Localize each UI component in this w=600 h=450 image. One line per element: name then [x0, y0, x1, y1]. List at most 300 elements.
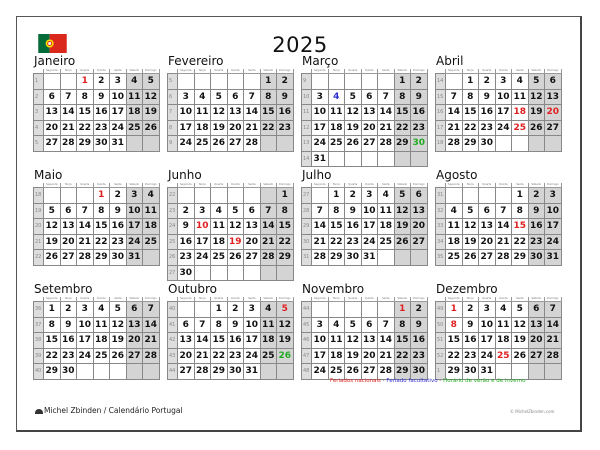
- empty-cell: [260, 364, 277, 380]
- week-row: [168, 250, 294, 266]
- empty-cell: [394, 151, 411, 167]
- day-cell: 16: [60, 333, 77, 349]
- day-cell: 15: [394, 333, 411, 349]
- day-cell: 16: [178, 234, 195, 250]
- week-row: [436, 234, 562, 250]
- day-cell: 18: [194, 120, 211, 136]
- week-row: [168, 89, 294, 105]
- day-cell: 24: [312, 364, 329, 380]
- week-number: 14: [302, 151, 312, 167]
- day-cell: 31: [312, 151, 329, 167]
- empty-cell: [260, 265, 277, 281]
- day-cell: 23: [178, 250, 195, 266]
- week-row: [302, 348, 428, 364]
- month-name: Novembro: [302, 282, 365, 296]
- day-cell: 10: [361, 203, 378, 219]
- empty-cell: [462, 188, 479, 204]
- empty-cell: [361, 302, 378, 318]
- month-table: [435, 183, 562, 266]
- day-cell: 30: [60, 364, 77, 380]
- empty-cell: [244, 188, 261, 204]
- weekday-header: Quinta: [361, 183, 378, 188]
- day-cell: 20: [479, 234, 496, 250]
- week-row: [168, 136, 294, 152]
- weekday-header: Segunda: [178, 297, 195, 302]
- day-cell: 25: [495, 348, 512, 364]
- legend-national-holidays: Feriados nacionais: [330, 378, 381, 384]
- week-row: [34, 234, 160, 250]
- day-cell: 14: [143, 317, 160, 333]
- day-cell: 26: [394, 234, 411, 250]
- month-name: Maio: [34, 168, 63, 182]
- day-cell: 9: [411, 89, 428, 105]
- day-cell: 31: [545, 250, 562, 266]
- month-julho: [301, 169, 429, 266]
- empty-cell: [312, 188, 329, 204]
- month-table: [167, 183, 294, 281]
- day-cell: 14: [260, 219, 277, 235]
- week-row: [302, 151, 428, 167]
- day-cell: 19: [143, 105, 160, 121]
- weekday-header: Terça: [60, 183, 77, 188]
- week-number: 45: [302, 317, 312, 333]
- empty-cell: [178, 74, 195, 90]
- day-cell: 8: [462, 89, 479, 105]
- weekday-header: Terça: [328, 297, 345, 302]
- day-cell: 29: [394, 136, 411, 152]
- day-cell: 21: [495, 234, 512, 250]
- page-title: 2025: [272, 33, 328, 57]
- day-cell: 17: [479, 333, 496, 349]
- day-cell: 25: [194, 136, 211, 152]
- weekday-header: Quarta: [345, 69, 362, 74]
- weekday-header: Domingo: [545, 297, 562, 302]
- empty-cell: [244, 74, 261, 90]
- weekday-header: Sábado: [260, 69, 277, 74]
- day-cell: 9: [93, 89, 110, 105]
- day-cell: 10: [244, 317, 261, 333]
- day-cell: 3: [361, 188, 378, 204]
- week-number: 29: [302, 219, 312, 235]
- day-cell: 5: [143, 74, 160, 90]
- empty-cell: [378, 302, 395, 318]
- weekday-header: Terça: [60, 69, 77, 74]
- week-row: [168, 203, 294, 219]
- empty-cell: [312, 302, 329, 318]
- empty-cell: [345, 151, 362, 167]
- week-row: [168, 120, 294, 136]
- week-row: [168, 219, 294, 235]
- day-cell: 3: [312, 317, 329, 333]
- week-row: [34, 333, 160, 349]
- month-table: [33, 297, 160, 380]
- day-cell: 8: [260, 89, 277, 105]
- day-cell: 22: [328, 234, 345, 250]
- week-row: [34, 364, 160, 380]
- day-cell: 2: [411, 302, 428, 318]
- day-cell: 17: [312, 348, 329, 364]
- day-cell: 9: [227, 317, 244, 333]
- week-row: [168, 317, 294, 333]
- day-cell: 25: [260, 348, 277, 364]
- weekday-header: Quinta: [227, 297, 244, 302]
- day-cell: 27: [361, 364, 378, 380]
- day-cell: 26: [345, 364, 362, 380]
- day-cell: 12: [143, 89, 160, 105]
- day-cell: 18: [495, 333, 512, 349]
- weekday-header: Quinta: [227, 183, 244, 188]
- week-row: [302, 203, 428, 219]
- day-cell: 18: [260, 333, 277, 349]
- day-cell: 28: [260, 250, 277, 266]
- day-cell: 29: [77, 136, 94, 152]
- week-number: 36: [34, 302, 44, 318]
- weekday-header: Segunda: [446, 69, 463, 74]
- week-row: [302, 105, 428, 121]
- day-cell: 17: [126, 219, 143, 235]
- week-number: 48: [302, 364, 312, 380]
- weekday-header: Segunda: [446, 183, 463, 188]
- day-cell: 23: [110, 234, 127, 250]
- day-cell: 28: [244, 136, 261, 152]
- day-cell: 24: [126, 234, 143, 250]
- day-cell: 17: [361, 219, 378, 235]
- day-cell: 15: [462, 105, 479, 121]
- week-number: 31: [302, 250, 312, 266]
- week-number: 25: [168, 234, 178, 250]
- week-row: [168, 188, 294, 204]
- day-cell: 25: [328, 136, 345, 152]
- day-cell: 13: [361, 105, 378, 121]
- weekday-header: Domingo: [411, 183, 428, 188]
- day-cell: 25: [211, 250, 228, 266]
- empty-cell: [194, 188, 211, 204]
- day-cell: 29: [211, 364, 228, 380]
- week-row: [168, 348, 294, 364]
- day-cell: 7: [77, 203, 94, 219]
- day-cell: 4: [260, 302, 277, 318]
- day-cell: 12: [211, 105, 228, 121]
- empty-cell: [495, 188, 512, 204]
- day-cell: 30: [479, 136, 496, 152]
- week-number: 8: [168, 120, 178, 136]
- weekday-header: Quinta: [495, 297, 512, 302]
- weekday-header: Domingo: [411, 297, 428, 302]
- day-cell: 1: [446, 302, 463, 318]
- weekday-header: Quinta: [93, 183, 110, 188]
- week-row: [302, 234, 428, 250]
- day-cell: 28: [378, 364, 395, 380]
- week-number: 46: [302, 333, 312, 349]
- day-cell: 6: [44, 89, 61, 105]
- day-cell: 27: [361, 136, 378, 152]
- week-row: [302, 364, 428, 380]
- empty-cell: [312, 74, 329, 90]
- day-cell: 5: [211, 89, 228, 105]
- weekday-header: Domingo: [277, 183, 294, 188]
- week-number: 22: [34, 250, 44, 266]
- week-row: [34, 74, 160, 90]
- month-table: [33, 183, 160, 266]
- day-cell: 29: [462, 136, 479, 152]
- day-cell: 3: [194, 203, 211, 219]
- day-cell: 13: [411, 203, 428, 219]
- week-row: [436, 250, 562, 266]
- weekday-header: Segunda: [312, 183, 329, 188]
- week-number: 9: [302, 74, 312, 90]
- day-cell: 1: [277, 188, 294, 204]
- day-cell: 21: [194, 348, 211, 364]
- weekday-header: Segunda: [44, 297, 61, 302]
- weekday-header: Sexta: [512, 297, 529, 302]
- empty-cell: [361, 74, 378, 90]
- day-cell: 27: [545, 120, 562, 136]
- month-name: Março: [302, 54, 339, 68]
- empty-cell: [328, 74, 345, 90]
- weekday-header: Sexta: [512, 183, 529, 188]
- day-cell: 2: [479, 74, 496, 90]
- day-cell: 1: [462, 74, 479, 90]
- week-row: [302, 120, 428, 136]
- day-cell: 8: [44, 317, 61, 333]
- week-number: 49: [436, 302, 446, 318]
- empty-cell: [512, 364, 529, 380]
- day-cell: 3: [545, 188, 562, 204]
- day-cell: 29: [394, 364, 411, 380]
- week-row: [34, 105, 160, 121]
- week-number: 43: [168, 348, 178, 364]
- day-cell: 4: [211, 203, 228, 219]
- day-cell: 9: [110, 203, 127, 219]
- weekday-header: Quarta: [479, 69, 496, 74]
- week-number: 27: [302, 188, 312, 204]
- day-cell: 16: [277, 105, 294, 121]
- day-cell: 21: [545, 333, 562, 349]
- week-row: [302, 219, 428, 235]
- week-number: 5: [34, 136, 44, 152]
- empty-cell: [93, 364, 110, 380]
- empty-cell: [277, 265, 294, 281]
- day-cell: 16: [110, 219, 127, 235]
- day-cell: 24: [495, 120, 512, 136]
- day-cell: 24: [194, 250, 211, 266]
- week-number: 41: [168, 317, 178, 333]
- month-novembro: [301, 283, 429, 380]
- week-number: 40: [168, 302, 178, 318]
- weekday-header: Quinta: [93, 297, 110, 302]
- day-cell: 28: [194, 364, 211, 380]
- empty-cell: [394, 250, 411, 266]
- day-cell: 3: [178, 89, 195, 105]
- empty-cell: [178, 302, 195, 318]
- day-cell: 21: [77, 234, 94, 250]
- day-cell: 4: [446, 203, 463, 219]
- day-cell: 18: [126, 105, 143, 121]
- day-cell: 11: [378, 203, 395, 219]
- week-number: 7: [168, 105, 178, 121]
- week-row: [168, 333, 294, 349]
- week-number: 31: [436, 188, 446, 204]
- weekday-header: Segunda: [178, 69, 195, 74]
- day-cell: 15: [328, 219, 345, 235]
- day-cell: 11: [211, 219, 228, 235]
- day-cell: 21: [378, 120, 395, 136]
- weekday-header: Sábado: [260, 297, 277, 302]
- day-cell: 27: [244, 250, 261, 266]
- month-name: Dezembro: [436, 282, 498, 296]
- day-cell: 4: [93, 302, 110, 318]
- day-cell: 17: [545, 219, 562, 235]
- day-cell: 3: [495, 74, 512, 90]
- empty-cell: [194, 302, 211, 318]
- weekday-header: Sábado: [394, 69, 411, 74]
- month-name: Setembro: [34, 282, 93, 296]
- month-setembro: [33, 283, 161, 380]
- day-cell: 31: [126, 250, 143, 266]
- day-cell: 14: [77, 219, 94, 235]
- day-cell: 10: [312, 105, 329, 121]
- day-cell: 13: [479, 219, 496, 235]
- empty-cell: [143, 136, 160, 152]
- day-cell: 1: [77, 74, 94, 90]
- day-cell: 13: [60, 219, 77, 235]
- weekday-header: Quarta: [77, 297, 94, 302]
- day-cell: 18: [93, 333, 110, 349]
- month-fevereiro: [167, 55, 295, 152]
- week-number: 28: [302, 203, 312, 219]
- day-cell: 20: [178, 348, 195, 364]
- week-row: [436, 219, 562, 235]
- day-cell: 10: [479, 317, 496, 333]
- day-cell: 2: [462, 302, 479, 318]
- month-outubro: [167, 283, 295, 380]
- weekday-header: Domingo: [545, 183, 562, 188]
- empty-cell: [361, 151, 378, 167]
- day-cell: 30: [93, 136, 110, 152]
- week-number: 24: [168, 219, 178, 235]
- empty-cell: [77, 188, 94, 204]
- week-row: [436, 348, 562, 364]
- empty-cell: [528, 364, 545, 380]
- day-cell: 31: [361, 250, 378, 266]
- empty-cell: [77, 364, 94, 380]
- day-cell: 19: [211, 120, 228, 136]
- weekday-header: Quinta: [495, 183, 512, 188]
- day-cell: 17: [244, 333, 261, 349]
- month-janeiro: [33, 55, 161, 152]
- weekday-header: Terça: [194, 69, 211, 74]
- day-cell: 29: [44, 364, 61, 380]
- day-cell: 22: [462, 120, 479, 136]
- day-cell: 7: [312, 203, 329, 219]
- day-cell: 24: [312, 136, 329, 152]
- day-cell: 19: [44, 234, 61, 250]
- day-cell: 20: [244, 234, 261, 250]
- day-cell: 21: [244, 120, 261, 136]
- day-cell: 28: [446, 136, 463, 152]
- day-cell: 2: [411, 74, 428, 90]
- day-cell: 23: [60, 348, 77, 364]
- day-cell: 19: [110, 333, 127, 349]
- empty-cell: [378, 151, 395, 167]
- day-cell: 8: [211, 317, 228, 333]
- day-cell: 5: [528, 74, 545, 90]
- empty-cell: [227, 265, 244, 281]
- day-cell: 17: [77, 333, 94, 349]
- day-cell: 8: [77, 89, 94, 105]
- day-cell: 4: [512, 74, 529, 90]
- day-cell: 24: [77, 348, 94, 364]
- week-number: 18: [436, 136, 446, 152]
- day-cell: 8: [446, 317, 463, 333]
- day-cell: 21: [378, 348, 395, 364]
- day-cell: 29: [277, 250, 294, 266]
- day-cell: 15: [93, 219, 110, 235]
- day-cell: 18: [143, 219, 160, 235]
- day-cell: 25: [126, 120, 143, 136]
- day-cell: 13: [227, 105, 244, 121]
- day-cell: 24: [110, 120, 127, 136]
- day-cell: 30: [411, 364, 428, 380]
- day-cell: 17: [178, 120, 195, 136]
- month-name: Abril: [436, 54, 464, 68]
- month-maio: [33, 169, 161, 266]
- day-cell: 9: [462, 317, 479, 333]
- weekday-header: Sexta: [110, 69, 127, 74]
- weekday-header: Quinta: [361, 69, 378, 74]
- day-cell: 26: [462, 250, 479, 266]
- day-cell: 19: [345, 120, 362, 136]
- day-cell: 13: [244, 219, 261, 235]
- week-row: [34, 89, 160, 105]
- empty-cell: [227, 74, 244, 90]
- day-cell: 22: [260, 120, 277, 136]
- day-cell: 2: [178, 203, 195, 219]
- day-cell: 7: [260, 203, 277, 219]
- day-cell: 26: [44, 250, 61, 266]
- week-row: [34, 136, 160, 152]
- day-cell: 20: [361, 348, 378, 364]
- weekday-header: Domingo: [411, 69, 428, 74]
- month-março: [301, 55, 429, 167]
- week-row: [436, 74, 562, 90]
- weekday-header: Sábado: [394, 183, 411, 188]
- month-name: Junho: [168, 168, 202, 182]
- day-cell: 22: [277, 234, 294, 250]
- day-cell: 14: [378, 333, 395, 349]
- weekday-header: Domingo: [143, 183, 160, 188]
- week-row: [302, 74, 428, 90]
- day-cell: 23: [462, 348, 479, 364]
- day-cell: 15: [211, 333, 228, 349]
- day-cell: 12: [277, 317, 294, 333]
- month-table: [167, 297, 294, 380]
- day-cell: 18: [446, 234, 463, 250]
- day-cell: 19: [227, 234, 244, 250]
- day-cell: 19: [462, 234, 479, 250]
- month-dezembro: [435, 283, 563, 380]
- week-number: 51: [436, 333, 446, 349]
- day-cell: 26: [211, 136, 228, 152]
- week-row: [302, 302, 428, 318]
- month-junho: [167, 169, 295, 281]
- day-cell: 5: [227, 203, 244, 219]
- weekday-header: Domingo: [277, 69, 294, 74]
- day-cell: 30: [110, 250, 127, 266]
- day-cell: 6: [545, 74, 562, 90]
- month-table: [33, 69, 160, 152]
- week-row: [302, 89, 428, 105]
